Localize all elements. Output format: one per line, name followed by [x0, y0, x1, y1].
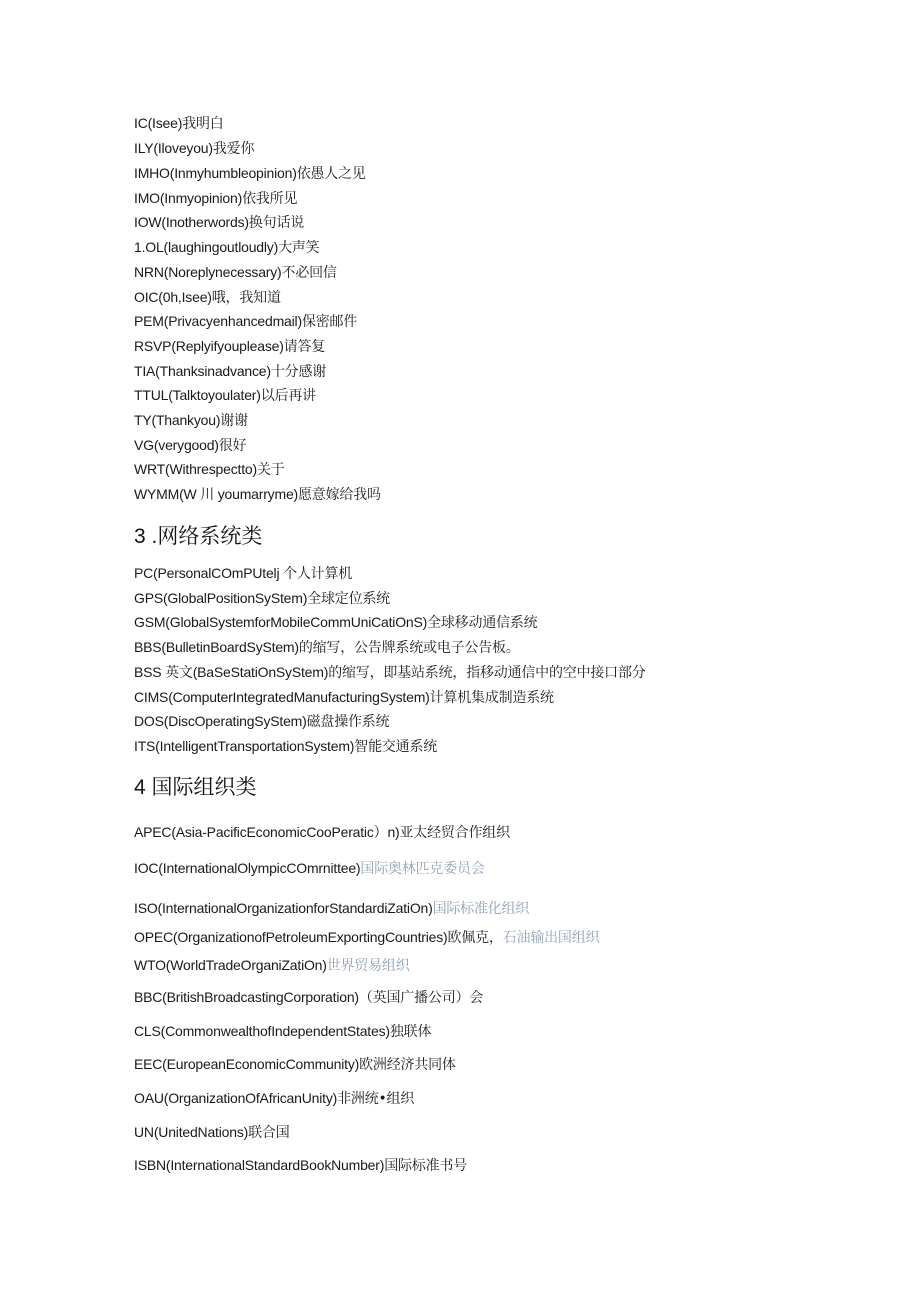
list-item	[134, 638, 520, 657]
list-item	[134, 312, 357, 331]
list-item	[134, 928, 599, 947]
abbr-zh: 以后再讲	[260, 388, 316, 404]
abbr-zh: 非洲统•组织	[337, 1091, 415, 1107]
abbr-zh: 依我所见	[242, 191, 298, 207]
abbr-zh: 国际标准书号	[384, 1158, 467, 1174]
abbr-en: ILY(Iloveyou)	[134, 140, 213, 156]
list-item	[134, 337, 325, 356]
abbr-en: BSS 英文(BaSeStatiOnSyStem)	[134, 664, 329, 680]
abbr-zh: 全球移动通信系统	[427, 615, 538, 631]
list-item	[134, 589, 390, 608]
abbr-zh: 请答复	[283, 339, 326, 355]
abbr-zh: 我明白	[182, 116, 224, 132]
abbr-zh: 关于	[256, 462, 285, 478]
abbr-zh: 依愚人之见	[296, 166, 366, 182]
abbr-zh: 很好	[218, 438, 247, 454]
abbr-en: OIC(0h,Isee)	[134, 289, 212, 305]
list-item	[134, 1123, 290, 1142]
abbr-en: IC(Isee)	[134, 115, 183, 131]
list-item	[134, 114, 224, 133]
abbr-zh: 不必回信	[281, 265, 337, 281]
abbr-zh: 磁盘操作系统	[306, 714, 390, 730]
abbr-en: WYMM(W 川 youmarryme)	[134, 486, 298, 502]
list-item	[134, 362, 326, 381]
abbr-en: CIMS(ComputerIntegratedManufacturingSystem)	[134, 689, 430, 705]
abbr-zh-light: 国际标准化组织	[432, 901, 530, 917]
abbr-zh: 的缩写，即基站系统，指移动通信中的空中接口部分	[328, 665, 646, 681]
abbr-en: PEM(Privacyenhancedmail)	[134, 313, 302, 329]
abbr-en: EEC(EuropeanEconomicCommunity)	[134, 1056, 360, 1072]
list-item	[134, 436, 246, 455]
abbr-en: IOW(Inotherwords)	[134, 214, 249, 230]
list-item	[134, 485, 381, 504]
list-item	[134, 899, 529, 918]
abbr-en: TTUL(Talktoyoulater)	[134, 387, 261, 403]
abbr-en: GPS(GlobalPositionSyStem)	[134, 590, 308, 606]
list-item	[134, 613, 537, 632]
abbr-en: APEC(Asia-PacificEconomicCooPeratic）n)	[134, 824, 400, 840]
abbr-zh: 智能交通系统	[354, 739, 438, 755]
abbr-en: TY(Thankyou)	[134, 412, 221, 428]
abbr-en: ITS(IntelligentTransportationSystem)	[134, 738, 355, 754]
abbr-en: TIA(Thanksinadvance)	[134, 363, 271, 379]
abbr-zh-light: 石油输出国组织	[502, 930, 600, 946]
abbr-zh: 的缩写，公告牌系统或电子公告板。	[298, 640, 520, 656]
list-item	[134, 1089, 414, 1108]
abbr-zh: 亚太经贸合作组织	[399, 825, 510, 841]
list-item	[134, 1156, 467, 1175]
list-item	[134, 956, 410, 975]
abbr-zh: 欧洲经济共同体	[359, 1057, 456, 1073]
section-heading-network: 3 .网络系统类	[134, 525, 263, 548]
list-item	[134, 1022, 431, 1041]
list-item	[134, 564, 352, 583]
list-item	[134, 988, 483, 1007]
abbr-en: NRN(Noreplynecessary)	[134, 264, 282, 280]
list-item	[134, 288, 281, 307]
abbr-en: OAU(OrganizationOfAfricanUnity)	[134, 1090, 338, 1106]
abbr-zh: 大声笑	[278, 240, 320, 256]
abbr-zh: 保密邮件	[301, 314, 358, 330]
abbr-zh: 哦，我知道	[211, 290, 281, 306]
abbr-en: RSVP(Replyifyouplease)	[134, 338, 284, 354]
abbr-en: BBS(BulletinBoardSyStem)	[134, 639, 299, 655]
list-item	[134, 386, 316, 405]
list-item	[134, 1055, 456, 1074]
abbr-en: BBC(BritishBroadcastingCorporation)	[134, 989, 359, 1005]
abbr-en: ISO(InternationalOrganizationforStandardiZatiOn)	[134, 900, 433, 916]
abbr-zh-light: 国际奥林匹克委员会	[360, 861, 485, 877]
list-item	[134, 189, 297, 208]
abbr-en: GSM(GlobalSystemforMobileCommUniCatiOnS)	[134, 614, 428, 630]
list-item	[134, 139, 254, 158]
abbr-en: WRT(Withrespectto)	[134, 461, 257, 477]
list-item	[134, 737, 437, 756]
abbr-zh: 换句话说	[248, 215, 305, 231]
abbr-zh: 全球定位系统	[307, 591, 390, 607]
abbr-zh: 个人计算机	[283, 566, 353, 582]
abbr-zh: （英国广播公司）会	[358, 990, 484, 1006]
abbr-en: ISBN(InternationalStandardBookNumber)	[134, 1157, 385, 1173]
list-item	[134, 164, 366, 183]
abbr-zh: 独联体	[389, 1024, 432, 1040]
abbr-zh: 十分感谢	[270, 364, 327, 380]
abbr-en: VG(verygood)	[134, 437, 219, 453]
abbr-zh: 愿意嫁给我吗	[298, 487, 381, 503]
abbr-en: OPEC(OrganizationofPetroleumExportingCountries)	[134, 929, 448, 945]
list-item	[134, 411, 248, 430]
list-item	[134, 238, 319, 257]
abbr-en: UN(UnitedNations)	[134, 1124, 249, 1140]
abbr-en: CLS(CommonwealthofIndependentStates)	[134, 1023, 390, 1039]
list-item	[134, 712, 389, 731]
abbr-zh: 欧佩克，	[447, 930, 503, 946]
list-item	[134, 688, 554, 707]
abbr-en: IOC(InternationalOlympicCOmrnittee)	[134, 860, 361, 876]
list-item	[134, 460, 285, 479]
abbr-zh: 我爱你	[212, 141, 255, 157]
abbr-en: PC(PersonalCOmPUtelj	[134, 565, 280, 581]
abbr-zh: 谢谢	[220, 413, 248, 429]
list-item	[134, 263, 337, 282]
abbr-en: 1.OL(laughingoutloudly)	[134, 239, 279, 255]
list-item	[134, 213, 304, 232]
abbr-en: DOS(DiscOperatingSyStem)	[134, 713, 307, 729]
section-heading-intl-orgs: 4 国际组织类	[134, 776, 257, 799]
abbr-en: WTO(WorldTradeOrganiZatiOn)	[134, 957, 327, 973]
list-item	[134, 663, 646, 682]
list-item	[134, 859, 485, 878]
abbr-zh: 计算机集成制造系统	[429, 690, 554, 706]
abbr-zh: 联合国	[248, 1125, 290, 1141]
abbr-en: IMO(Inmyopinion)	[134, 190, 243, 206]
abbr-en: IMHO(Inmyhumbleopinion)	[134, 165, 297, 181]
abbr-zh-light: 世界贸易组织	[326, 958, 410, 974]
list-item	[134, 823, 510, 842]
